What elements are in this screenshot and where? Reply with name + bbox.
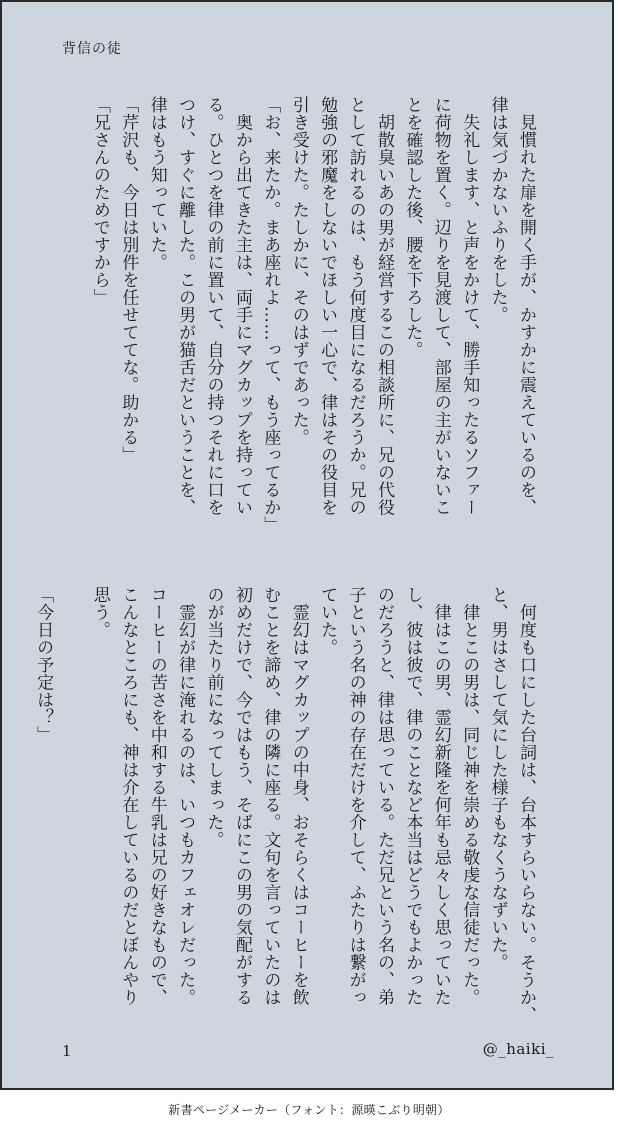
page-number: 1 xyxy=(62,1042,72,1060)
text-line: に荷物を置く。辺りを見渡して、部屋の主がいないこ xyxy=(430,96,451,516)
text-line: 胡散臭いあの男が経営するこの相談所に、兄の代役 xyxy=(373,96,394,516)
text-line: 律はこの男、霊幻新隆を何年も忌々しく思っていた xyxy=(430,586,451,1006)
text-line: 見慣れた扉を開く手が、かすかに震えているのを、 xyxy=(516,96,536,516)
text-line: 失礼します、と声をかけて、勝手知ったるソファー xyxy=(459,96,480,516)
text-line: ていた。 xyxy=(317,586,338,656)
text-line: 「お、来たか。まあ座れよ……って、もう座ってるか」 xyxy=(260,96,281,534)
text-line: 何度も口にした台詞は、台本すらいらない。そうか、 xyxy=(516,586,536,1024)
text-line: コーヒーの苦さを中和する牛乳は兄の好きなもので、 xyxy=(146,586,167,1006)
lower-text-block xyxy=(29,586,540,1026)
text-line: 律は気づかないふりをした。 xyxy=(487,96,508,324)
text-line: る。ひとつを律の前に置いて、自分の持つそれに口を xyxy=(203,96,224,516)
text-line: 子という名の神の存在だけを介して、ふたりは繋がっ xyxy=(345,586,366,1006)
text-line: こんなところにも、神は介在しているのだとぼんやり xyxy=(118,586,139,1006)
author-handle: @_haiki_ xyxy=(482,1040,554,1058)
text-line: と、男はさして気にした様子もなくうなずいた。 xyxy=(487,586,508,971)
text-line: として訪れるのは、もう何度目になるだろうか。兄の xyxy=(345,96,366,516)
text-line: 霊幻が律に淹れるのは、いつもカフェオレだった。 xyxy=(175,586,196,1006)
text-line: 「芹沢も、今日は別件を任せててな。助かる」 xyxy=(118,96,139,464)
text-line xyxy=(57,586,85,1026)
text-line: 律はもう知っていた。 xyxy=(146,96,167,271)
text-line: 初めだけで、今ではもう、そばにこの男の気配がする xyxy=(231,586,252,1006)
text-line: 勉強の邪魔をしないでほしい一心で、律はその役目を xyxy=(317,96,338,516)
text-line: 「今日の予定は？」 xyxy=(33,586,54,744)
text-line: し、彼は彼で、律のことなど本当はどうでもよかった xyxy=(402,586,423,1006)
text-line: むことを諦め、律の隣に座る。文句を言っていたのは xyxy=(260,586,281,1006)
text-line: 思う。 xyxy=(89,586,110,639)
text-line: 律とこの男は、同じ神を崇める敬虔な信徒だった。 xyxy=(459,586,480,1006)
text-line: 霊幻はマグカップの中身、おそらくはコーヒーを飲 xyxy=(288,586,309,1006)
upper-text-block xyxy=(86,96,541,536)
text-line: とを確認した後、腰を下ろした。 xyxy=(402,96,423,359)
footer-credit: 新書ページメーカー（フォント：源暎こぶり明朝） xyxy=(168,1103,450,1117)
page-title: 背信の徒 xyxy=(62,41,122,57)
text-line: 奥から出てきた主は、両手にマグカップを持ってい xyxy=(231,96,252,516)
text-line: のだろうと、律は思っている。ただ兄という名の、弟 xyxy=(373,586,394,1006)
text-line: のが当たり前になってしまった。 xyxy=(203,586,224,849)
text-line: 「兄さんのためですから」 xyxy=(89,96,110,306)
text-line: 引き受けた。たしかに、そのはずであった。 xyxy=(288,96,309,446)
text-line: つけ、すぐに離した。この男が猫舌だということを、 xyxy=(175,96,196,516)
